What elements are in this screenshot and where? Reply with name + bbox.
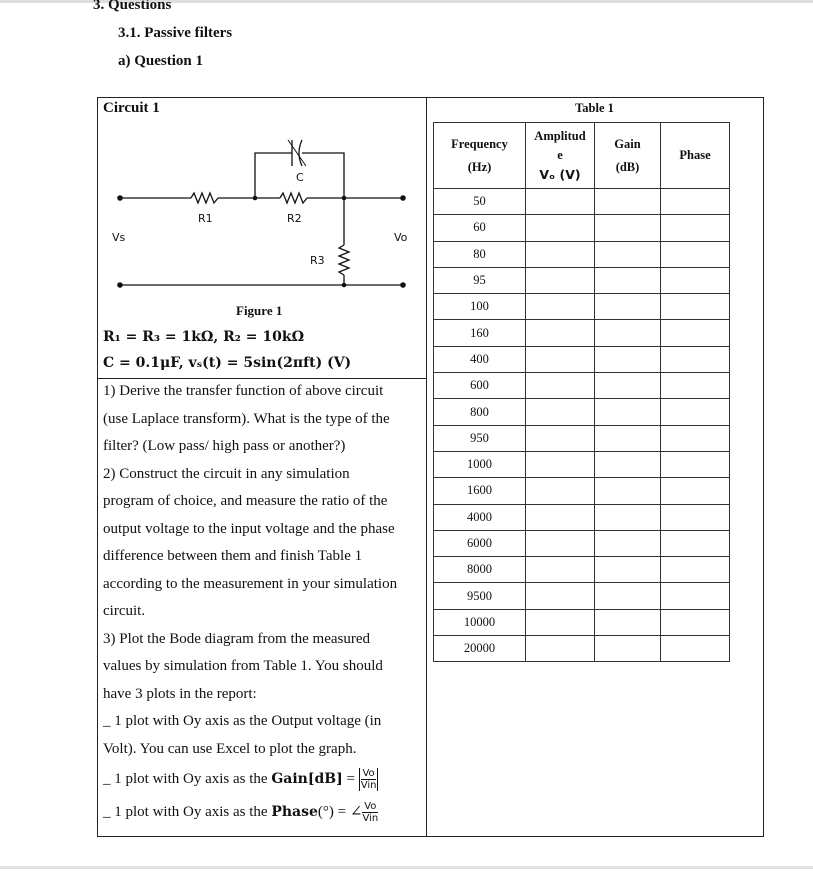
cell-phase[interactable]: [661, 373, 730, 399]
cell-amplitude[interactable]: [526, 267, 595, 293]
cell-phase[interactable]: [661, 267, 730, 293]
instruction-line: _ 1 plot with Oy axis as the Output voltage (in: [103, 713, 382, 729]
cell-amplitude[interactable]: [526, 451, 595, 477]
instruction-line: program of choice, and measure the ratio of the: [103, 493, 388, 509]
figure-caption: Figure 1: [236, 303, 283, 318]
node-vo-bottom: [400, 282, 406, 288]
cell-frequency: 1000: [434, 451, 526, 477]
instruction-line: difference between them and finish Table 1: [103, 548, 363, 564]
gain-plot-instruction: _ 1 plot with Oy axis as the Gain[dB] = $\frac{Vo}{\text{Vin}}$: [103, 768, 377, 791]
table-row: [434, 609, 730, 635]
instruction-line: have 3 plots in the report:: [103, 686, 257, 702]
table-row: [434, 451, 730, 477]
cell-amplitude[interactable]: [526, 373, 595, 399]
cell-gain[interactable]: [595, 425, 661, 451]
cell-phase[interactable]: [661, 451, 730, 477]
cell-gain[interactable]: [595, 346, 661, 372]
table-row: [434, 530, 730, 556]
cell-frequency: 50: [434, 189, 526, 215]
cell-phase[interactable]: [661, 189, 730, 215]
cell-frequency: 9500: [434, 583, 526, 609]
page-bottom-rule: [0, 866, 813, 869]
instruction-line: values by simulation from Table 1. You should: [103, 658, 383, 674]
cell-amplitude[interactable]: [526, 609, 595, 635]
label-r3: R3: [310, 254, 325, 267]
cell-phase[interactable]: [661, 215, 730, 241]
cell-amplitude[interactable]: [526, 530, 595, 556]
header-phase: Phase: [661, 123, 730, 189]
table-row: [434, 636, 730, 662]
cell-amplitude[interactable]: [526, 425, 595, 451]
cell-amplitude[interactable]: [526, 557, 595, 583]
cell-frequency: 950: [434, 425, 526, 451]
node-vo-top: [400, 195, 406, 201]
instruction-line: Volt). You can use Excel to plot the graph.: [103, 741, 357, 757]
header-amplitude: Amplitud e Vₒ (V): [526, 123, 595, 189]
cell-gain[interactable]: [595, 399, 661, 425]
table-row: [434, 320, 730, 346]
header-gain: Gain (dB): [595, 123, 661, 189]
cell-amplitude[interactable]: [526, 215, 595, 241]
node-b: [342, 196, 347, 201]
cell-gain[interactable]: [595, 189, 661, 215]
circuit-separator: [98, 378, 426, 379]
cell-phase[interactable]: [661, 425, 730, 451]
cell-phase[interactable]: [661, 504, 730, 530]
cell-amplitude[interactable]: [526, 583, 595, 609]
resistor-r1-symbol: [191, 193, 218, 203]
cell-frequency: 60: [434, 215, 526, 241]
circuit-panel: [98, 98, 426, 836]
instruction-line: 1) Derive the transfer function of above circuit: [103, 383, 384, 399]
phase-ratio: $\frac{Vo}{\text{Vin}}$: [362, 801, 379, 824]
table-row: [434, 267, 730, 293]
table-row: [434, 346, 730, 372]
cell-phase[interactable]: [661, 583, 730, 609]
cell-phase[interactable]: [661, 241, 730, 267]
cell-frequency: 4000: [434, 504, 526, 530]
circuit-title: Circuit 1: [103, 100, 160, 116]
cell-gain[interactable]: [595, 294, 661, 320]
table-row: [434, 241, 730, 267]
cell-gain[interactable]: [595, 267, 661, 293]
cell-gain[interactable]: [595, 504, 661, 530]
cell-frequency: 800: [434, 399, 526, 425]
cell-gain[interactable]: [595, 241, 661, 267]
cell-phase[interactable]: [661, 636, 730, 662]
circuit-params-source: C = 0.1μF, vₛ(t) = 5sin(2πft) (V): [103, 355, 352, 371]
circuit-params-resistors: R₁ = R₃ = 1kΩ, R₂ = 10kΩ: [103, 329, 305, 345]
instruction-line: output voltage to the input voltage and the phase: [103, 521, 395, 537]
table-row: [434, 583, 730, 609]
instruction-line: according to the measurement in your simulation: [103, 576, 398, 592]
label-r2: R2: [287, 212, 302, 225]
cell-phase[interactable]: [661, 478, 730, 504]
measurement-table: [433, 122, 730, 662]
resistor-r3-symbol: [339, 245, 349, 275]
cell-frequency: 100: [434, 294, 526, 320]
instruction-line: 2) Construct the circuit in any simulation: [103, 466, 350, 482]
cell-frequency: 10000: [434, 609, 526, 635]
subsection-heading: 3.1. Passive filters: [118, 25, 233, 41]
table-title: Table 1: [575, 101, 614, 115]
cell-gain[interactable]: [595, 373, 661, 399]
table-row: [434, 399, 730, 425]
phase-plot-instruction: _ 1 plot with Oy axis as the Phase(°) = ∠ $\frac{Vo}{\text{Vin}}$: [103, 801, 379, 824]
table-row: [434, 189, 730, 215]
table-body: [434, 189, 730, 662]
cell-amplitude[interactable]: [526, 478, 595, 504]
cell-frequency: 600: [434, 373, 526, 399]
section-heading: 3. Questions: [93, 0, 172, 13]
cell-gain[interactable]: [595, 215, 661, 241]
question-heading: a) Question 1: [118, 53, 204, 69]
table-header-row: [434, 123, 730, 189]
node-vs-top: [117, 195, 123, 201]
cell-frequency: 8000: [434, 557, 526, 583]
column-divider: [426, 98, 427, 836]
instruction-line: filter? (Low pass/ high pass or another?): [103, 438, 346, 454]
cell-phase[interactable]: [661, 609, 730, 635]
node-ground: [342, 283, 347, 288]
phase-term: Phase: [271, 803, 318, 820]
label-vs: Vs: [112, 231, 126, 244]
cell-phase[interactable]: [661, 294, 730, 320]
table-row: [434, 557, 730, 583]
instruction-line: (use Laplace transform). What is the type of the: [103, 411, 390, 427]
node-a: [253, 196, 258, 201]
cell-gain[interactable]: [595, 530, 661, 556]
capacitor-plate-right: [299, 140, 302, 166]
cell-frequency: 20000: [434, 636, 526, 662]
resistor-r2-symbol: [280, 193, 307, 203]
cell-amplitude[interactable]: [526, 241, 595, 267]
table-row: [434, 373, 730, 399]
table-row: [434, 478, 730, 504]
node-vs-bottom: [117, 282, 123, 288]
cell-frequency: 400: [434, 346, 526, 372]
cell-frequency: 160: [434, 320, 526, 346]
cell-gain[interactable]: [595, 636, 661, 662]
cell-gain[interactable]: [595, 609, 661, 635]
gain-ratio: $\frac{Vo}{\text{Vin}}$: [360, 768, 377, 791]
cell-amplitude[interactable]: [526, 346, 595, 372]
cell-amplitude[interactable]: [526, 294, 595, 320]
question-box: [97, 97, 764, 837]
table-row: [434, 425, 730, 451]
cell-phase[interactable]: [661, 320, 730, 346]
cell-phase[interactable]: [661, 346, 730, 372]
cell-phase[interactable]: [661, 557, 730, 583]
cell-phase[interactable]: [661, 530, 730, 556]
gain-term: Gain[dB]: [271, 770, 343, 787]
instruction-line: circuit.: [103, 603, 146, 619]
cell-frequency: 1600: [434, 478, 526, 504]
table-row: [434, 504, 730, 530]
label-vo: Vo: [394, 231, 408, 244]
cell-frequency: 95: [434, 267, 526, 293]
header-frequency: Frequency (Hz): [434, 123, 526, 189]
cell-frequency: 6000: [434, 530, 526, 556]
cell-amplitude[interactable]: [526, 504, 595, 530]
cell-gain[interactable]: [595, 451, 661, 477]
cell-phase[interactable]: [661, 399, 730, 425]
cell-amplitude[interactable]: [526, 189, 595, 215]
label-c: C: [296, 171, 304, 184]
cell-amplitude[interactable]: [526, 320, 595, 346]
cell-amplitude[interactable]: [526, 399, 595, 425]
table-row: [434, 294, 730, 320]
label-r1: R1: [198, 212, 213, 225]
circuit-diagram: [98, 118, 426, 318]
cell-gain[interactable]: [595, 478, 661, 504]
table-row: [434, 215, 730, 241]
instruction-line: 3) Plot the Bode diagram from the measured: [103, 631, 371, 647]
cell-amplitude[interactable]: [526, 636, 595, 662]
cell-gain[interactable]: [595, 583, 661, 609]
cell-gain[interactable]: [595, 320, 661, 346]
cell-frequency: 80: [434, 241, 526, 267]
cell-gain[interactable]: [595, 557, 661, 583]
